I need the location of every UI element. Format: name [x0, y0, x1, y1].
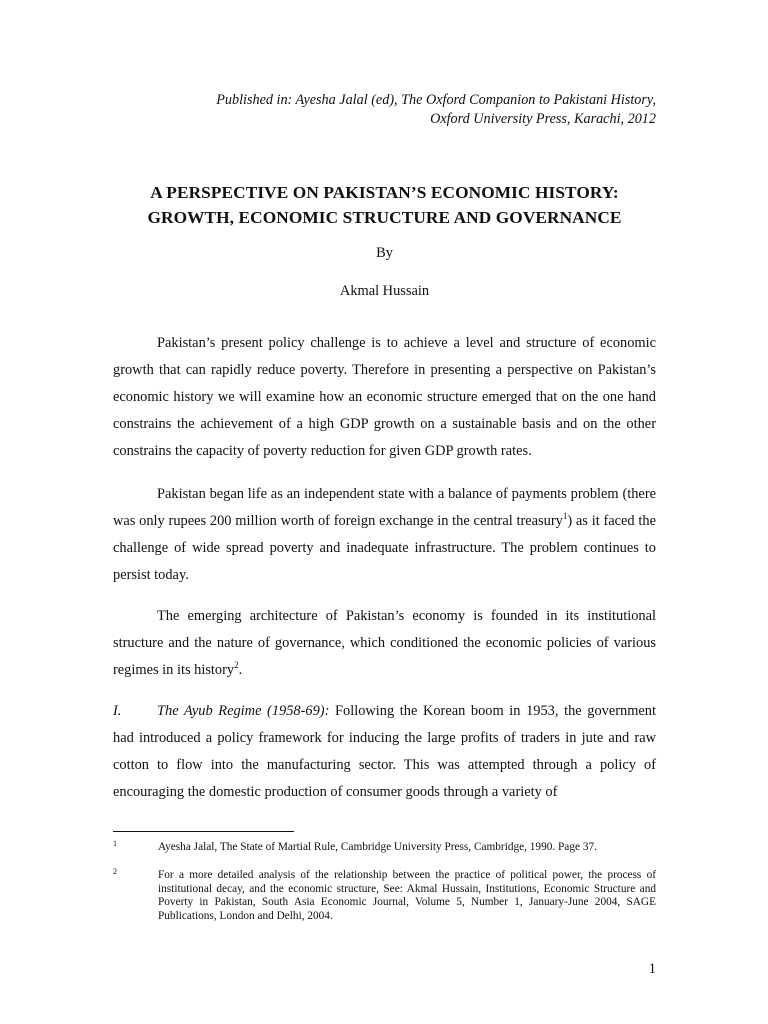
paragraph-1: Pakistan’s present policy challenge is to achieve a level and structure of economic growth that can rapidly reduce poverty. Therefore in presenting a perspective on Pakistan’s economic history we will examine how an economic structure emerged that on the one hand constrains the achievement of a high GDP growth on a sustainable basis and on the other constrains the capacity of poverty reduction for given GDP growth rates. — [113, 335, 656, 459]
paragraph-2-text-a: Pakistan began life as an independent state with a balance of payments problem (there was only rupees 200 million worth of foreign exchange in the central treasury — [113, 486, 656, 529]
footnote-2 — [113, 869, 656, 923]
by-label: By — [376, 245, 393, 261]
paragraph-2 — [113, 481, 656, 589]
footnote-2-text: For a more detailed analysis of the relationship between the practice of political power, the process of institutional decay, and the economic structure, See: Akmal Hussain, Institutions, Economic Structure and Poverty in Pakistan, South Asia Economic Journal, Volume 5, Number 1, January-June 2004, SAGE Publications, London and Delhi, 2004. — [158, 869, 656, 922]
paragraph-4 — [113, 698, 656, 806]
title-line-2: GROWTH, ECONOMIC STRUCTURE AND GOVERNANCE — [147, 208, 622, 227]
footnote-1-text: Ayesha Jalal, The State of Martial Rule, Cambridge University Press, Cambridge, 1990. Page 37. — [158, 841, 597, 853]
paragraph-4-text: Following the Korean boom in 1953, the government had introduced a policy framework for inducing the large profits of traders in jute and raw cotton to flow into the manufacturing sector. This was attempted through a policy of encouraging the domestic production of consumer goods through a variety of — [113, 703, 656, 800]
footnote-ref-1[interactable]: 1 — [562, 511, 568, 522]
page-number: 1 — [648, 961, 656, 977]
footnote-1-mark: 1 — [113, 839, 117, 848]
publication-line-2: Oxford University Press, Karachi, 2012 — [430, 111, 656, 127]
paragraph-3-text-a: The emerging architecture of Pakistan’s economy is founded in its institutional structure and the nature of governance, which conditioned the economic policies of various regimes in its history — [113, 608, 656, 678]
section-title: The Ayub Regime (1958-69): — [157, 703, 330, 719]
footnote-ref-2[interactable]: 2 — [234, 660, 239, 671]
title-line-1: A PERSPECTIVE ON PAKISTAN’S ECONOMIC HISTORY: — [150, 183, 619, 202]
publication-line-1: Published in: Ayesha Jalal (ed), The Oxford Companion to Pakistani History, — [216, 92, 656, 108]
paper-title — [113, 180, 656, 230]
paragraph-3-text-b: . — [238, 662, 243, 678]
author-name: Akmal Hussain — [339, 283, 430, 299]
footnote-1 — [113, 841, 656, 855]
paragraph-3 — [113, 603, 656, 684]
publication-info — [113, 91, 656, 129]
paragraph-2-text-b: ) as it faced the challenge of wide spread poverty and inadequate infrastructure. The problem continues to persist today. — [113, 513, 656, 583]
footnote-separator — [113, 831, 294, 832]
footnote-2-mark: 2 — [113, 867, 117, 876]
section-number: I. — [113, 703, 122, 719]
